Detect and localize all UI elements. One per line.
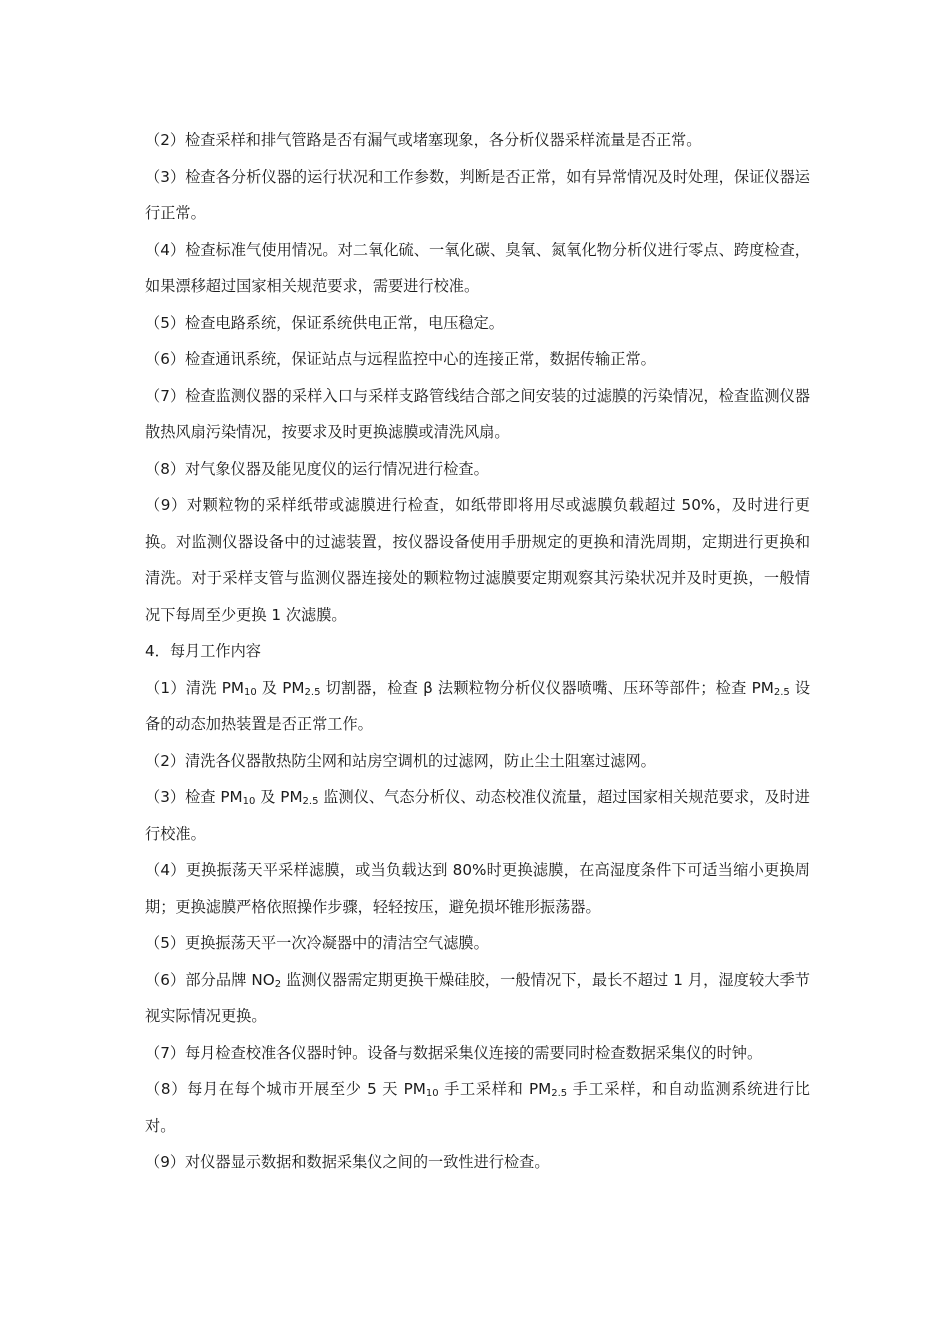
text-run: （6）检查通讯系统，保证站点与远程监控中心的连接正常，数据传输正常。 bbox=[145, 350, 656, 368]
paragraph bbox=[145, 122, 810, 159]
paragraph bbox=[145, 852, 810, 925]
paragraph bbox=[145, 670, 810, 743]
paragraph bbox=[145, 1071, 810, 1144]
subscript-text: 2.5 bbox=[304, 686, 321, 698]
text-run: （6）部分品牌 NO bbox=[145, 970, 275, 989]
text-run: 设备的动态加热装置是否正常工作。 bbox=[145, 678, 811, 733]
text-run: （7）每月检查校准各仪器时钟。设备与数据采集仪连接的需要同时检查数据采集仪的时钟。 bbox=[145, 1043, 763, 1062]
text-run: （2）清洗各仪器散热防尘网和站房空调机的过滤网，防止尘土阻塞过滤网。 bbox=[145, 751, 656, 770]
paragraph bbox=[145, 451, 810, 488]
subscript-text: 2.5 bbox=[773, 686, 790, 698]
text-run: 手工采样和 PM bbox=[438, 1080, 552, 1098]
subscript-text: 2 bbox=[274, 978, 282, 990]
paragraph bbox=[145, 962, 810, 1035]
paragraph bbox=[145, 378, 810, 451]
text-run: 及 PM bbox=[256, 678, 305, 697]
paragraph bbox=[145, 232, 810, 305]
text-run: （8）每月在每个城市开展至少 5 天 PM bbox=[145, 1080, 426, 1098]
section-heading bbox=[145, 633, 810, 670]
paragraph bbox=[145, 925, 810, 962]
text-run: （3）检查 PM bbox=[145, 788, 243, 806]
paragraph bbox=[145, 487, 810, 633]
paragraph bbox=[145, 743, 810, 780]
text-run: 手工采样，和自动监测系统进行比对。 bbox=[145, 1080, 810, 1135]
text-run: （4）更换振荡天平采样滤膜，或当负载达到 80%时更换滤膜，在高湿度条件下可适当缩小更换周期；更换滤膜严格依照操作步骤，轻轻按压，避免损坏锥形振荡器。 bbox=[145, 861, 810, 916]
text-run: （4）检查标准气使用情况。对二氧化硫、一氧化碳、臭氧、氮氧化物分析仪进行零点、跨度检查，如果漂移超过国家相关规范要求，需要进行校准。 bbox=[145, 240, 810, 295]
paragraph bbox=[145, 1144, 810, 1181]
paragraph bbox=[145, 341, 810, 378]
subscript-text: 2.5 bbox=[302, 796, 319, 807]
text-run: （8）对气象仪器及能见度仪的运行情况进行检查。 bbox=[145, 459, 489, 478]
paragraph bbox=[145, 305, 810, 342]
text-run: 监测仪器需定期更换干燥硅胶，一般情况下，最长不超过 1 月，湿度较大季节视实际情况更换。 bbox=[145, 970, 810, 1025]
text-run: （2）检查采样和排气管路是否有漏气或堵塞现象，各分析仪器采样流量是否正常。 bbox=[145, 131, 702, 149]
text-run: （5）检查电路系统，保证系统供电正常，电压稳定。 bbox=[145, 313, 504, 332]
text-run: （5）更换振荡天平一次冷凝器中的清洁空气滤膜。 bbox=[145, 934, 489, 952]
text-run: 及 PM bbox=[255, 788, 303, 806]
text-run: 切割器，检查 β 法颗粒物分析仪仪器喷嘴、压环等部件；检查 PM bbox=[320, 678, 774, 697]
subscript-text: 10 bbox=[425, 1088, 439, 1099]
paragraph bbox=[145, 779, 810, 852]
text-run: （7）检查监测仪器的采样入口与采样支路管线结合部之间安装的过滤膜的污染情况，检查监测仪器散热风扇污染情况，按要求及时更换滤膜或清洗风扇。 bbox=[145, 386, 810, 441]
subscript-text: 10 bbox=[242, 796, 256, 807]
text-run: 4．每月工作内容 bbox=[145, 642, 261, 660]
paragraph bbox=[145, 159, 810, 232]
text-run: （9）对仪器显示数据和数据采集仪之间的一致性进行检查。 bbox=[145, 1153, 550, 1171]
paragraph bbox=[145, 1035, 810, 1072]
text-run: （9）对颗粒物的采样纸带或滤膜进行检查，如纸带即将用尽或滤膜负载超过 50%，及时进行更换。对监测仪器设备中的过滤装置，按仪器设备使用手册规定的更换和清洗周期，定期进行更换和清洗。对于采样支管与监测仪器连接处的颗粒物过滤膜要定期观察其污染状况并及时更换，一般情况下每周至少更换 1 次滤膜。 bbox=[145, 496, 810, 624]
subscript-text: 10 bbox=[243, 686, 257, 698]
document-body bbox=[145, 122, 810, 1181]
text-run: （3）检查各分析仪器的运行状况和工作参数，判断是否正常，如有异常情况及时处理，保证仪器运行正常。 bbox=[145, 167, 810, 222]
text-run: （1）清洗 PM bbox=[145, 678, 244, 697]
subscript-text: 2.5 bbox=[551, 1088, 568, 1099]
text-run: 监测仪、气态分析仪、动态校准仪流量，超过国家相关规范要求，及时进行校准。 bbox=[145, 788, 810, 843]
